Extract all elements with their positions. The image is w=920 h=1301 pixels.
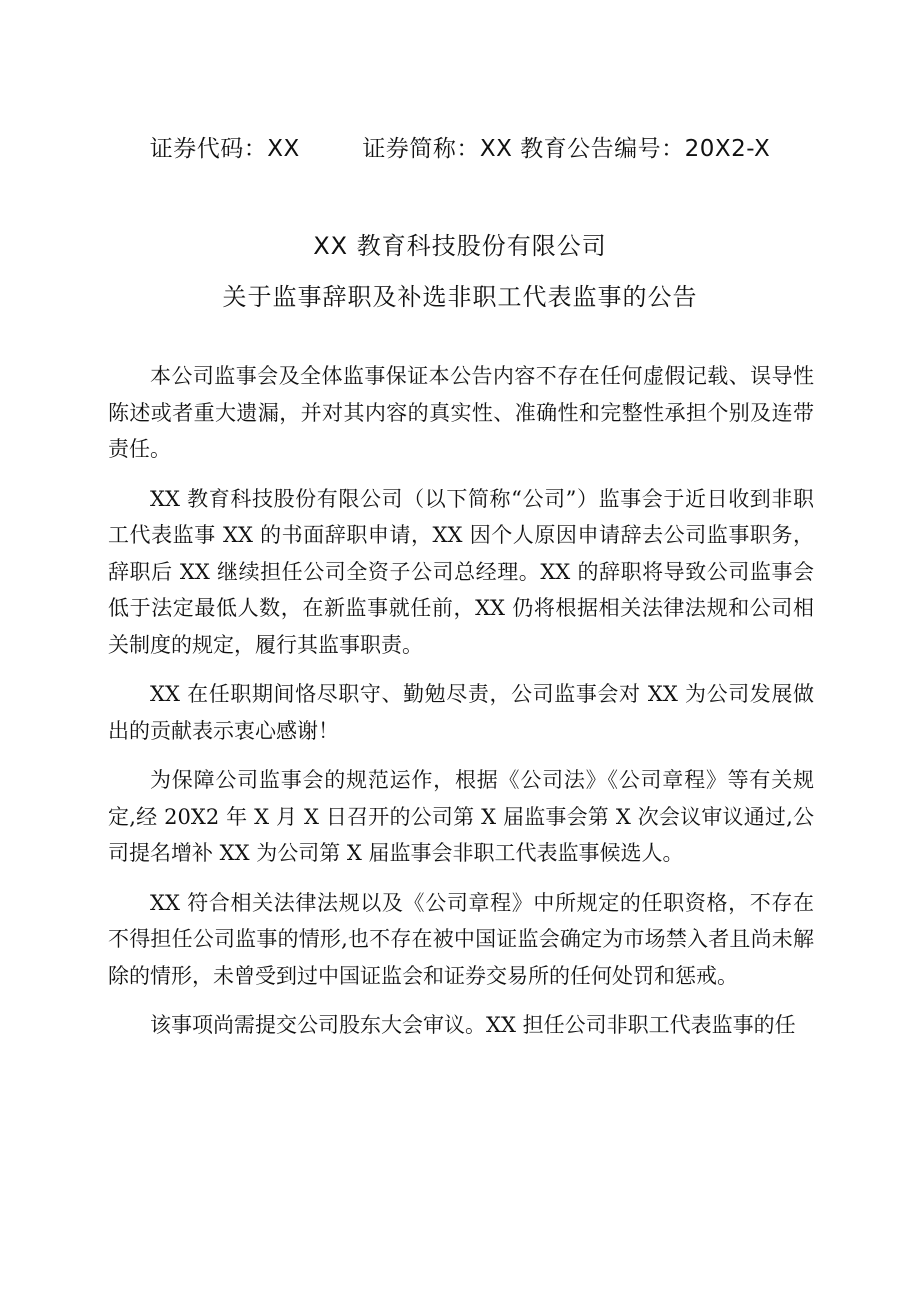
paragraph-qualification: XX 符合相关法律法规以及《公司章程》中所规定的任职资格，不存在不得担任公司监事的情形,也不存在被中国证监会确定为市场禁入者且尚未解除的情形，未曾受到过中国证监会和证券交易所的任何处罚和惩戒。 — [108, 890, 814, 988]
stock-code: 证券代码：XX — [149, 136, 300, 162]
company-name-title: XX 教育科技股份有限公司 — [313, 232, 607, 260]
announcement-body — [108, 358, 814, 1057]
paragraph-thanks: XX 在任职期间恪尽职守、勤勉尽责，公司监事会对 XX 为公司发展做出的贡献表示衷心感谢！ — [108, 682, 814, 743]
paragraph-nomination: 为保障公司监事会的规范运作，根据《公司法》《公司章程》等有关规定,经 20X2 年 X 月 X 日召开的公司第 X 届监事会第 X 次会议审议通过,公司提名增补 XX 为公司第 X 届监事会非职工代表监事候选人。 — [108, 768, 814, 865]
paragraph-shareholder-approval: 该事项尚需提交公司股东大会审议。XX 担任公司非职工代表监事的任 — [150, 1013, 796, 1037]
paragraph-disclaimer: 本公司监事会及全体监事保证本公告内容不存在任何虚假记载、误导性陈述或者重大遗漏，并对其内容的真实性、准确性和完整性承担个别及连带责任。 — [108, 364, 814, 461]
announcement-title: 关于监事辞职及补选非职工代表监事的公告 — [222, 283, 698, 311]
stock-name-and-announcement-number: 证券简称：XX 教育公告编号：20X2-X — [362, 136, 771, 162]
paragraph-resignation: XX 教育科技股份有限公司（以下简称“公司”）监事会于近日收到非职工代表监事 XX 的书面辞职申请，XX 因个人原因申请辞去公司监事职务，辞职后 XX 继续担任公司全资子公司总经理。XX 的辞职将导致公司监事会低于法定最低人数，在新监事就任前，XX 仍将根据相关法律法规和公司相关制度的规定，履行其监事职责。 — [108, 486, 814, 657]
document-header — [0, 130, 920, 163]
